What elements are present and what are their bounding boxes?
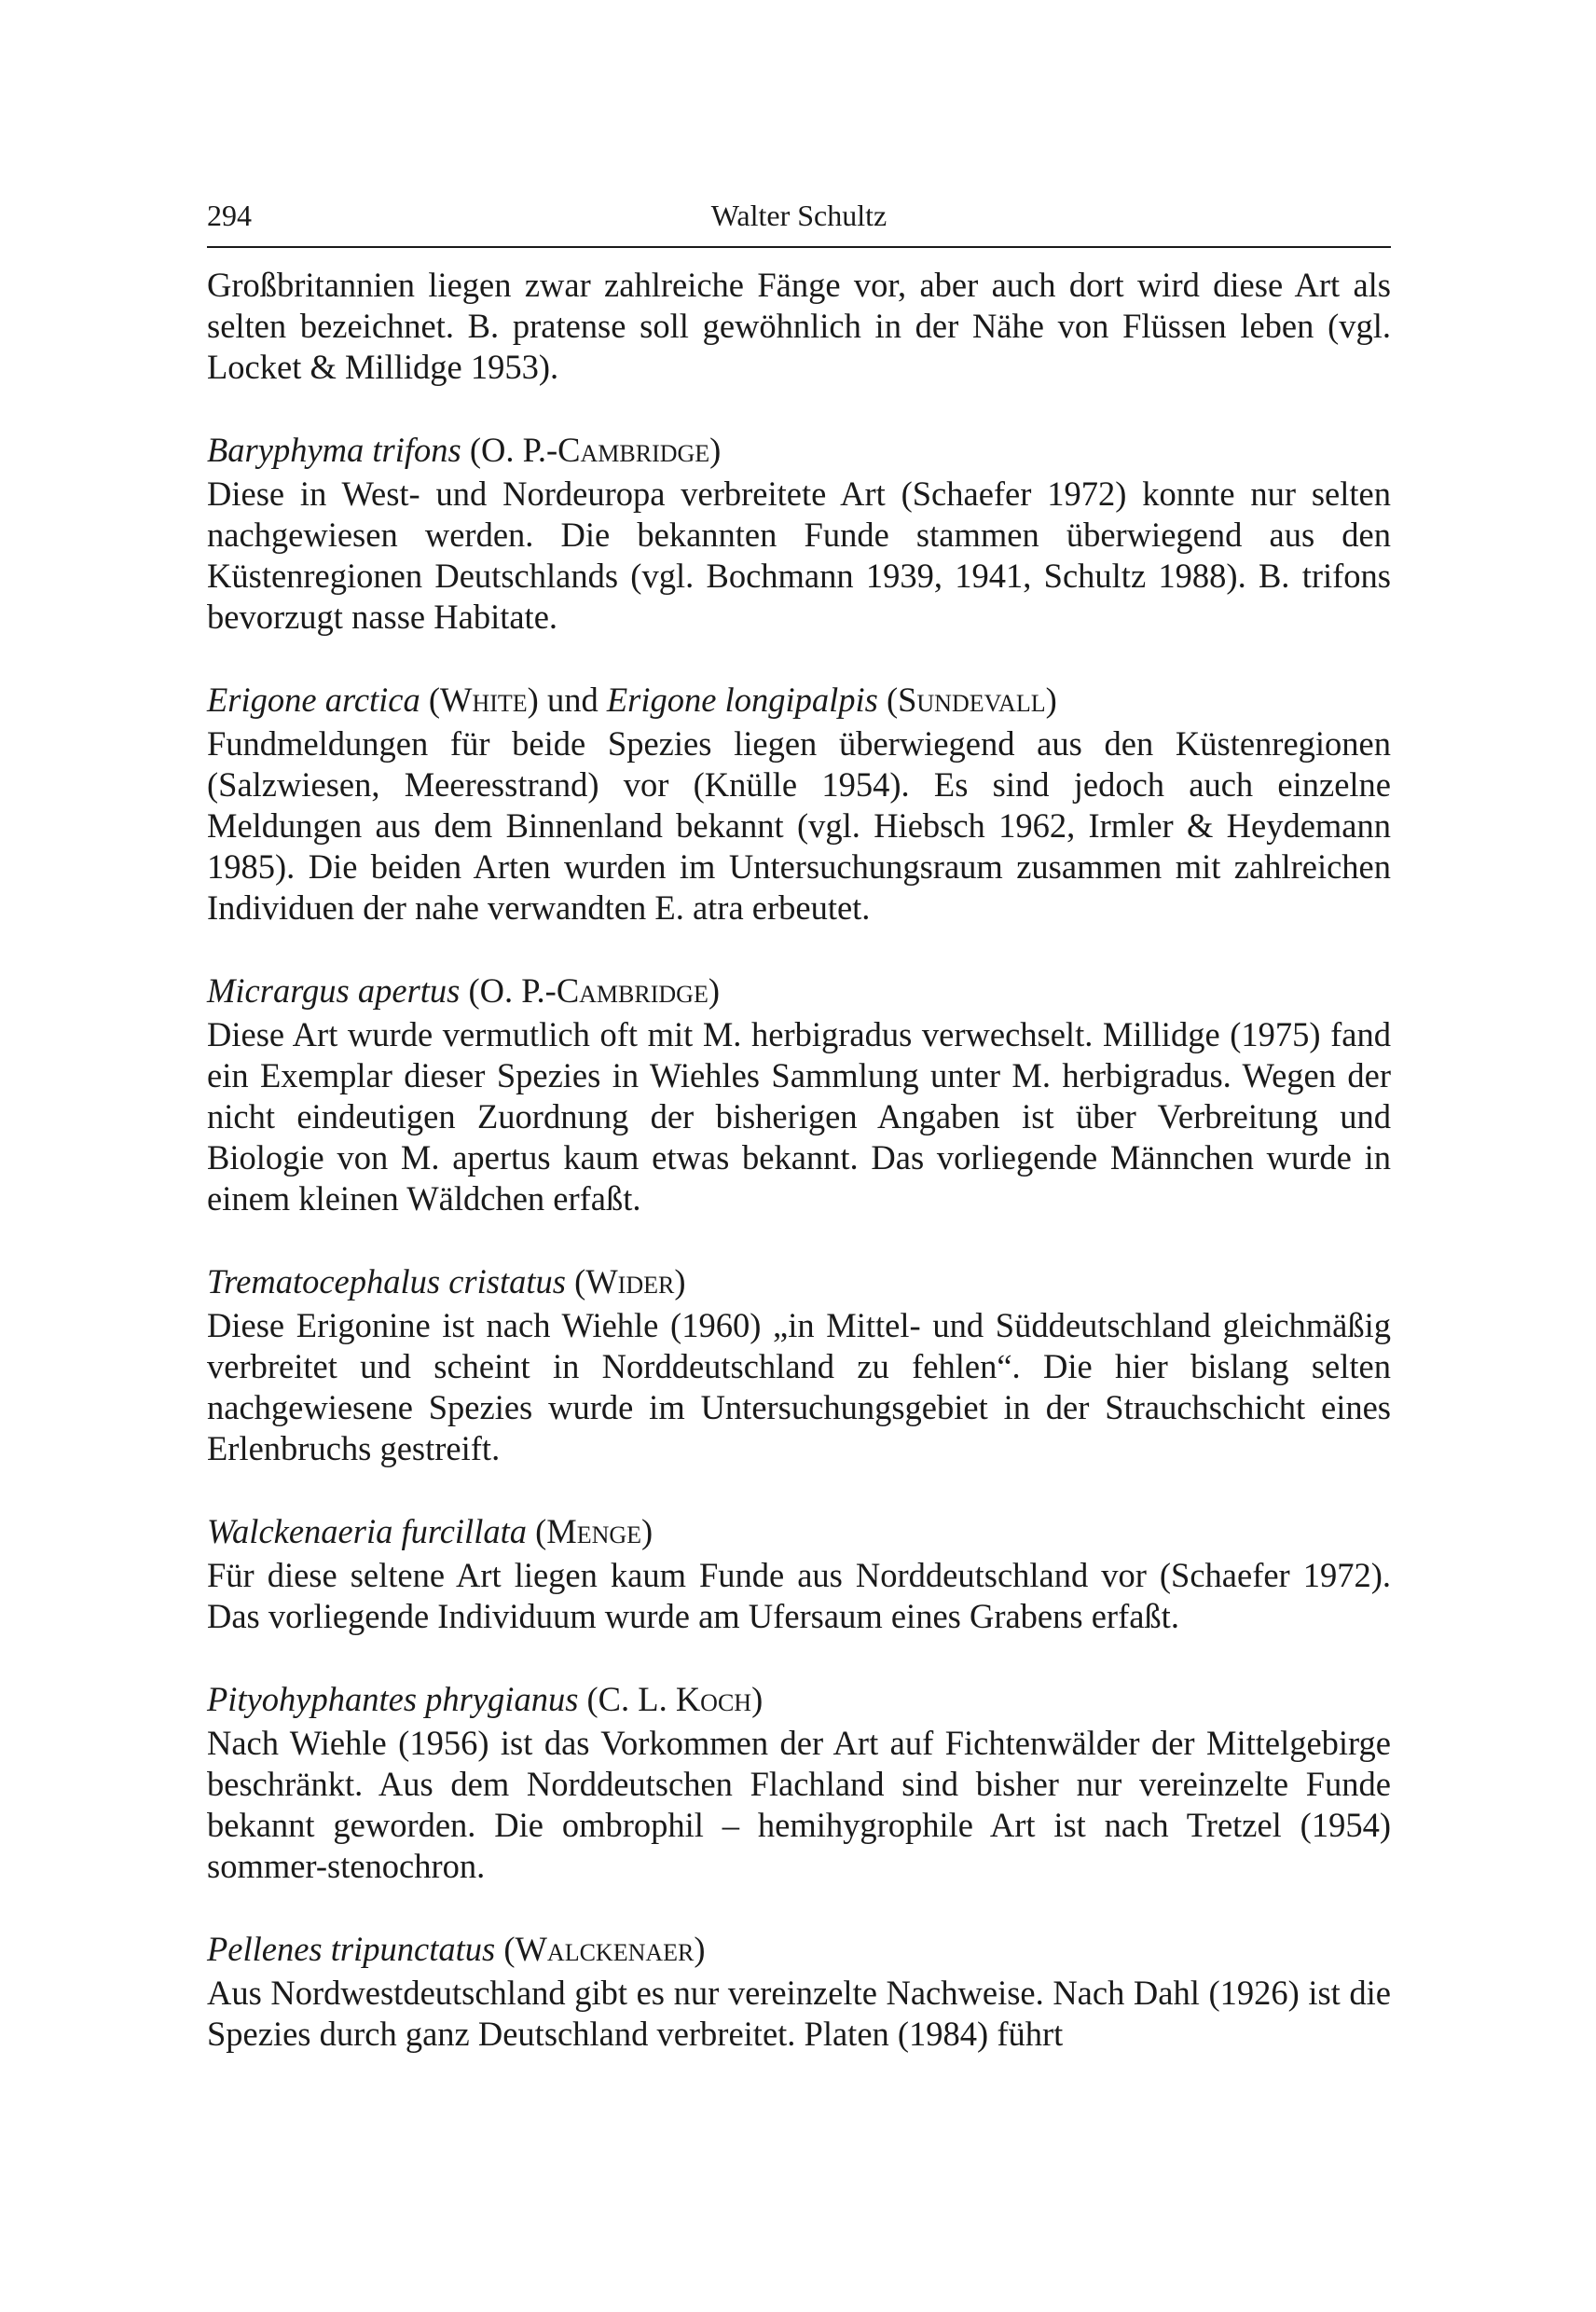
running-head — [207, 190, 1391, 241]
species-author: (O. P.-Cambridge) — [469, 431, 722, 469]
species-text: Diese Art wurde vermutlich oft mit M. herbigradus verwechselt. Millidge (1975) fand ein Exemplar dieser Spezies in Wiehles Sammlung unter M. herbigradus. Wegen der nicht eindeutigen Zuordnung der bisherigen Angaben ist über Verbreitung und Biologie von M. apertus kaum etwas bekannt. Das vorliegende Männchen wurde in einem kleinen Wäldchen erfaßt. — [207, 1015, 1391, 1218]
species-heading — [207, 1260, 1391, 1303]
species-section-pityohyphantes — [207, 1678, 1391, 1887]
species-heading — [207, 1510, 1391, 1553]
species-text: Diese Erigonine ist nach Wiehle (1960) „in Mittel- und Süddeutschland gleichmäßig verbreitet und scheint in Norddeutschland zu fehlen“. Die hier bislang selten nachgewiesene Spezies wurde im Untersuchungsgebiet in der Strauchschicht eines Erlenbruchs gestreift. — [207, 1306, 1391, 1467]
species-name: Pityohyphantes phrygianus — [207, 1680, 579, 1718]
species-name: Walckenaeria furcillata — [207, 1512, 527, 1550]
species-heading — [207, 1678, 1391, 1721]
species-text: Für diese seltene Art liegen kaum Funde aus Norddeutschland vor (Schaefer 1972). Das vorliegende Individuum wurde am Ufersaum eines Grabens erfaßt. — [207, 1556, 1391, 1635]
page-number: 294 — [207, 199, 252, 232]
species-name: Erigone arctica — [207, 681, 420, 719]
species-author: (Wider) — [574, 1262, 686, 1300]
species-section-walckenaeria — [207, 1510, 1391, 1637]
document-page — [207, 190, 1391, 2055]
species-heading — [207, 429, 1391, 472]
species-author: (C. L. Koch) — [586, 1680, 764, 1718]
species-author: (O. P.-Cambridge) — [468, 971, 720, 1010]
species-section-baryphyma — [207, 429, 1391, 638]
species-heading — [207, 970, 1391, 1012]
species-author: (Menge) — [535, 1512, 654, 1550]
species-name: Pellenes tripunctatus — [207, 1930, 496, 1968]
species-text: Diese in West- und Nordeuropa verbreitete Art (Schaefer 1972) konnte nur selten nachgewiesen werden. Die bekannten Funde stammen überwiegend aus den Küstenregionen Deutschlands (vgl. Bochmann 1939, 1941, Schultz 1988). B. trifons bevorzugt nasse Habitate. — [207, 475, 1391, 636]
species-heading — [207, 1928, 1391, 1971]
species-text: Fundmeldungen für beide Spezies liegen überwiegend aus den Küstenregionen (Salzwiesen, Meeresstrand) vor (Knülle 1954). Es sind jedoch auch einzelne Meldungen aus dem Binnenland bekannt (vgl. Hiebsch 1962, Irmler & Heydemann 1985). Die beiden Arten wurden im Untersuchungsraum zusammen mit zahlreichen Individuen der nahe verwandten E. atra erbeutet. — [207, 724, 1391, 927]
species-author: (Walckenaer) — [503, 1930, 706, 1968]
species-section-trematocephalus — [207, 1260, 1391, 1469]
species-text: Nach Wiehle (1956) ist das Vorkommen der Art auf Fichtenwälder der Mittelgebirge beschränkt. Aus dem Norddeutschen Flachland sind bisher nur vereinzelte Funde bekannt geworden. Die ombrophil – hemihygrophile Art ist nach Tretzel (1954) sommer-stenochron. — [207, 1724, 1391, 1885]
species-heading — [207, 679, 1391, 722]
species-section-pellenes — [207, 1928, 1391, 2055]
species-name-second: Erigone longipalpis — [606, 681, 878, 719]
header-rule — [207, 246, 1391, 248]
species-section-micrargus — [207, 970, 1391, 1219]
species-section-erigone — [207, 679, 1391, 929]
species-author-second: (Sundevall) — [886, 681, 1057, 719]
species-name: Baryphyma trifons — [207, 431, 461, 469]
species-author: (White) — [428, 681, 539, 719]
intro-paragraph: Großbritannien liegen zwar zahlreiche Fänge vor, aber auch dort wird diese Art als selten bezeichnet. B. pratense soll gewöhnlich in der Nähe von Flüssen leben (vgl. Locket & Millidge 1953). — [207, 266, 1391, 386]
species-name: Micrargus apertus — [207, 971, 461, 1010]
species-name: Trematocephalus cristatus — [207, 1262, 566, 1300]
species-text: Aus Nordwestdeutschland gibt es nur vereinzelte Nachweise. Nach Dahl (1926) ist die Spezies durch ganz Deutschland verbreitet. Platen (1984) führt — [207, 1974, 1391, 2053]
running-title: Walter Schultz — [710, 199, 887, 232]
species-connector: und — [546, 681, 598, 719]
